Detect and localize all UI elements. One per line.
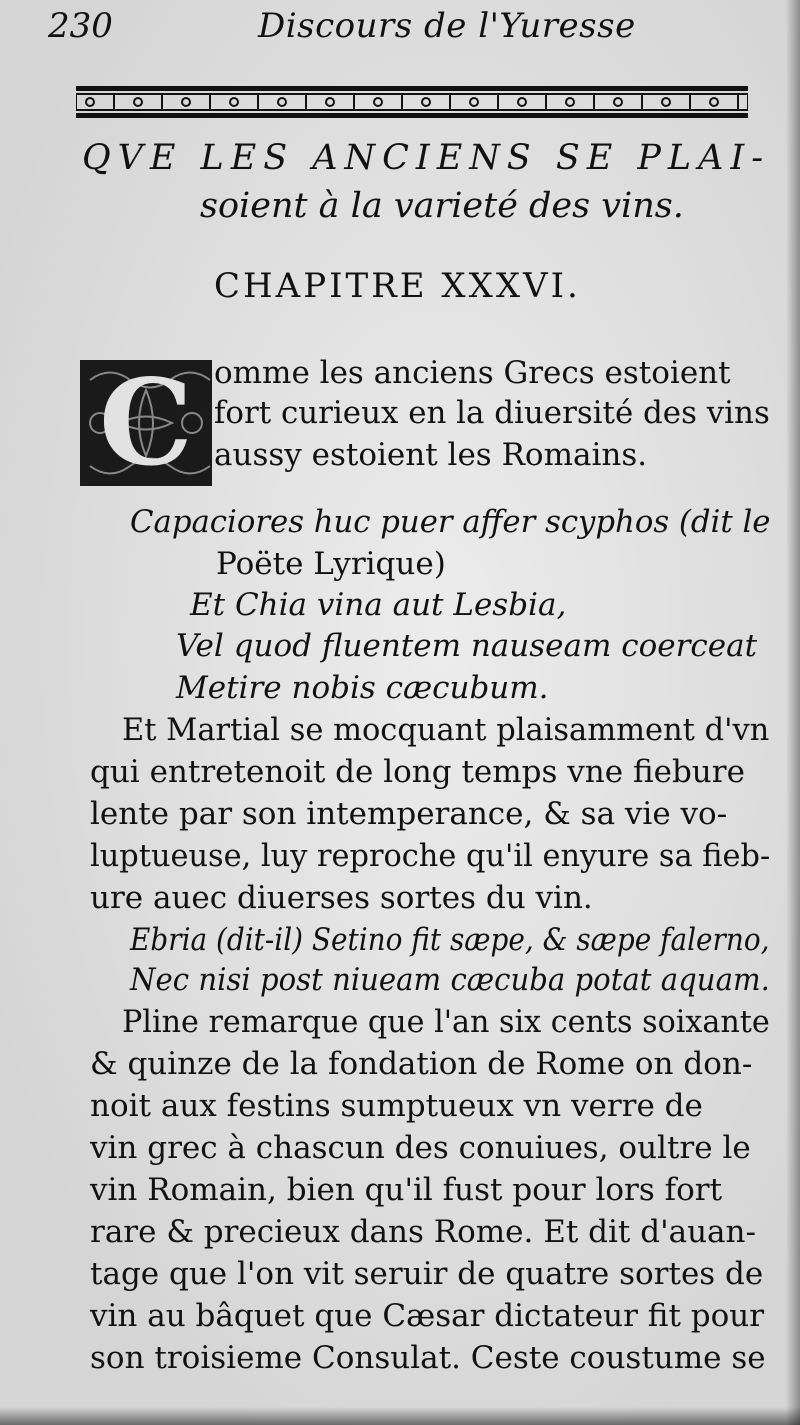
text-line: Et Martial se mocquant plaisamment d'vn <box>122 712 770 748</box>
text-line: Capaciores huc puer affer scyphos (dit le <box>130 504 771 540</box>
text-line: noit aux festins sumptueux vn verre de <box>90 1088 703 1124</box>
text-line: Ebria (dit-il) Setino fit sæpe, & sæpe falerno, <box>130 922 770 958</box>
text-line: Et Chia vina aut Lesbia, <box>190 587 567 623</box>
page-number: 230 <box>48 6 113 46</box>
text-line: Poëte Lyrique) <box>216 546 446 582</box>
ornament-rule <box>76 84 748 120</box>
text-line: & quinze de la fondation de Rome on don- <box>90 1046 753 1082</box>
text-line: Vel quod fluentem nauseam coerceat <box>176 628 758 664</box>
text-line: fort curieux en la diuersité des vins <box>214 395 770 431</box>
text-line: son troisieme Consulat. Ceste coustume se <box>90 1340 766 1376</box>
text-line: ure auec diuerses sortes du vin. <box>90 880 593 916</box>
text-line: Pline remarque que l'an six cents soixante <box>122 1004 770 1040</box>
chapter-title: CHAPITRE XXXVI. <box>214 266 581 306</box>
section-heading-line-2: soient à la varieté des vins. <box>200 186 684 226</box>
page-bottom-shadow <box>0 1407 800 1425</box>
page-edge-shadow <box>786 0 800 1425</box>
running-title: Discours de l'Yuresse <box>258 6 636 46</box>
text-line: lente par son intemperance, & sa vie vo- <box>90 796 728 832</box>
text-line: omme les anciens Grecs estoient <box>214 355 731 391</box>
text-line: Metire nobis cæcubum. <box>176 670 549 706</box>
text-line: vin au bâquet que Cæsar dictateur fit pour <box>90 1298 765 1334</box>
drop-cap-letter: C <box>99 360 193 486</box>
text-line: vin grec à chascun des conuiues, oultre le <box>90 1130 751 1166</box>
text-line: Nec nisi post niueam cæcuba potat aquam. <box>130 962 770 998</box>
text-line: tage que l'on vit seruir de quatre sortes de <box>90 1256 764 1292</box>
ornamental-drop-cap <box>80 360 212 486</box>
text-line: vin Romain, bien qu'il fust pour lors fort <box>90 1172 723 1208</box>
text-line: qui entretenoit de long temps vne fiebure <box>90 754 745 790</box>
text-line: luptueuse, luy reproche qu'il enyure sa fieb- <box>90 838 771 874</box>
text-line: rare & precieux dans Rome. Et dit d'auan- <box>90 1214 756 1250</box>
text-line: aussy estoient les Romains. <box>214 437 648 473</box>
section-heading-line-1: QVE LES ANCIENS SE PLAI- <box>82 138 771 178</box>
